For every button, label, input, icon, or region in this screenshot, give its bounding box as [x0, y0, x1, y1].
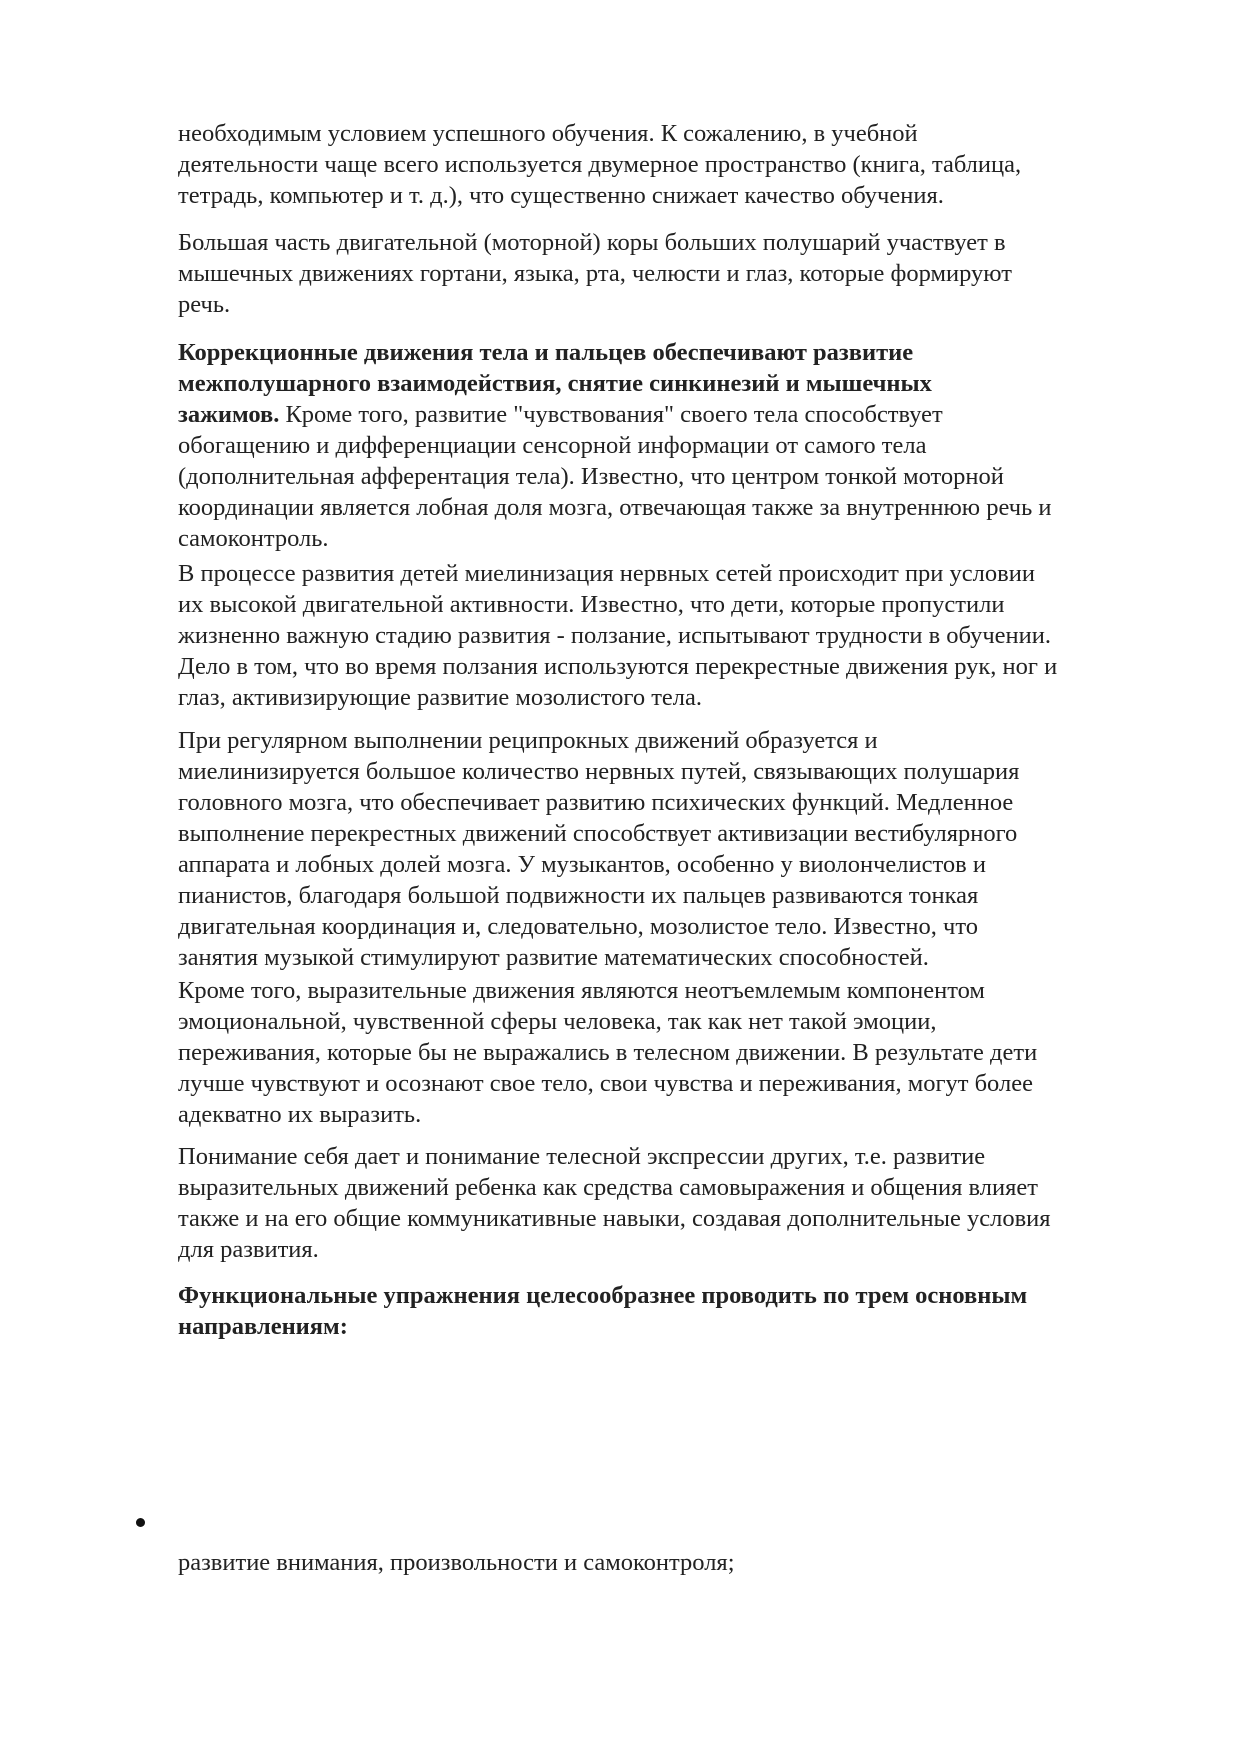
text-line: обогащению и дифференциации сенсорной информации от самого тела — [178, 432, 927, 459]
text-line: лучше чувствуют и осознают свое тело, свои чувства и переживания, могут более — [178, 1070, 1033, 1097]
text-line: жизненно важную стадию развития - ползание, испытывают трудности в обучении. — [178, 622, 1051, 649]
text-line: эмоциональной, чувственной сферы человека, так как нет такой эмоции, — [178, 1008, 937, 1035]
text-run: Кроме того, развитие "чувствования" своего тела способствует — [279, 401, 943, 428]
text-line: аппарата и лобных долей мозга. У музыкантов, особенно у виолончелистов и — [178, 851, 986, 878]
paragraph-5 — [178, 725, 1178, 973]
text-line: Понимание себя дает и понимание телесной экспрессии других, т.е. развитие — [178, 1143, 986, 1170]
text-line: двигательная координация и, следовательно, мозолистое тело. Известно, что — [178, 913, 978, 940]
bold-text-line: Коррекционные движения тела и пальцев обеспечивают развитие — [178, 339, 914, 366]
text-line: их высокой двигательной активности. Известно, что дети, которые пропустили — [178, 591, 1005, 618]
list-item-text: развитие внимания, произвольности и самоконтроля; — [178, 1549, 735, 1576]
paragraph-8-heading — [178, 1280, 1178, 1342]
bold-text-line: Функциональные упражнения целесообразнее проводить по трем основным — [178, 1282, 1028, 1309]
text-line: речь. — [178, 291, 231, 318]
text-line: глаз, активизирующие развитие мозолистого тела. — [178, 684, 703, 711]
text-line — [178, 399, 1178, 430]
text-line: координации является лобная доля мозга, отвечающая также за внутреннюю речь и — [178, 494, 1052, 521]
bold-text-line: межполушарного взаимодействия, снятие синкинезий и мышечных — [178, 370, 932, 397]
text-line: Большая часть двигательной (моторной) коры больших полушарий участвует в — [178, 229, 1006, 256]
bold-text-run: зажимов. — [178, 401, 280, 428]
text-line: занятия музыкой стимулируют развитие математических способностей. — [178, 944, 929, 971]
text-line: самоконтроль. — [178, 525, 329, 552]
paragraph-7 — [178, 1141, 1178, 1265]
text-line: тетрадь, компьютер и т. д.), что существенно снижает качество обучения. — [178, 182, 944, 209]
paragraph-4 — [178, 558, 1178, 713]
text-line: необходимым условием успешного обучения. К сожалению, в учебной — [178, 120, 918, 147]
paragraph-2 — [178, 227, 1178, 320]
text-line: головного мозга, что обеспечивает развитию психических функций. Медленное — [178, 789, 1014, 816]
text-line: В процессе развития детей миелинизация нервных сетей происходит при условии — [178, 560, 1035, 587]
list-item — [178, 1547, 1178, 1578]
text-line: мышечных движениях гортани, языка, рта, челюсти и глаз, которые формируют — [178, 260, 1012, 287]
text-line: выполнение перекрестных движений способствует активизации вестибулярного — [178, 820, 1018, 847]
text-line: (дополнительная афферентация тела). Известно, что центром тонкой моторной — [178, 463, 1004, 490]
paragraph-6 — [178, 975, 1178, 1130]
text-line: Дело в том, что во время ползания используются перекрестные движения рук, ног и — [178, 653, 1058, 680]
text-line: пианистов, благодаря большой подвижности их пальцев развиваются тонкая — [178, 882, 979, 909]
text-line: переживания, которые бы не выражались в телесном движении. В результате дети — [178, 1039, 1038, 1066]
paragraph-1 — [178, 118, 1178, 211]
text-line: также и на его общие коммуникативные навыки, создавая дополнительные условия — [178, 1205, 1051, 1232]
bold-text-line: направлениям: — [178, 1313, 348, 1340]
text-line: для развития. — [178, 1236, 319, 1263]
paragraph-3 — [178, 337, 1178, 554]
text-line: выразительных движений ребенка как средства самовыражения и общения влияет — [178, 1174, 1038, 1201]
list-bullet — [136, 1518, 145, 1527]
text-line: деятельности чаще всего используется двумерное пространство (книга, таблица, — [178, 151, 1022, 178]
text-line: адекватно их выразить. — [178, 1101, 422, 1128]
text-line: При регулярном выполнении реципрокных движений образуется и — [178, 727, 878, 754]
text-line: миелинизируется большое количество нервных путей, связывающих полушария — [178, 758, 1020, 785]
text-line: Кроме того, выразительные движения являются неотъемлемым компонентом — [178, 977, 985, 1004]
